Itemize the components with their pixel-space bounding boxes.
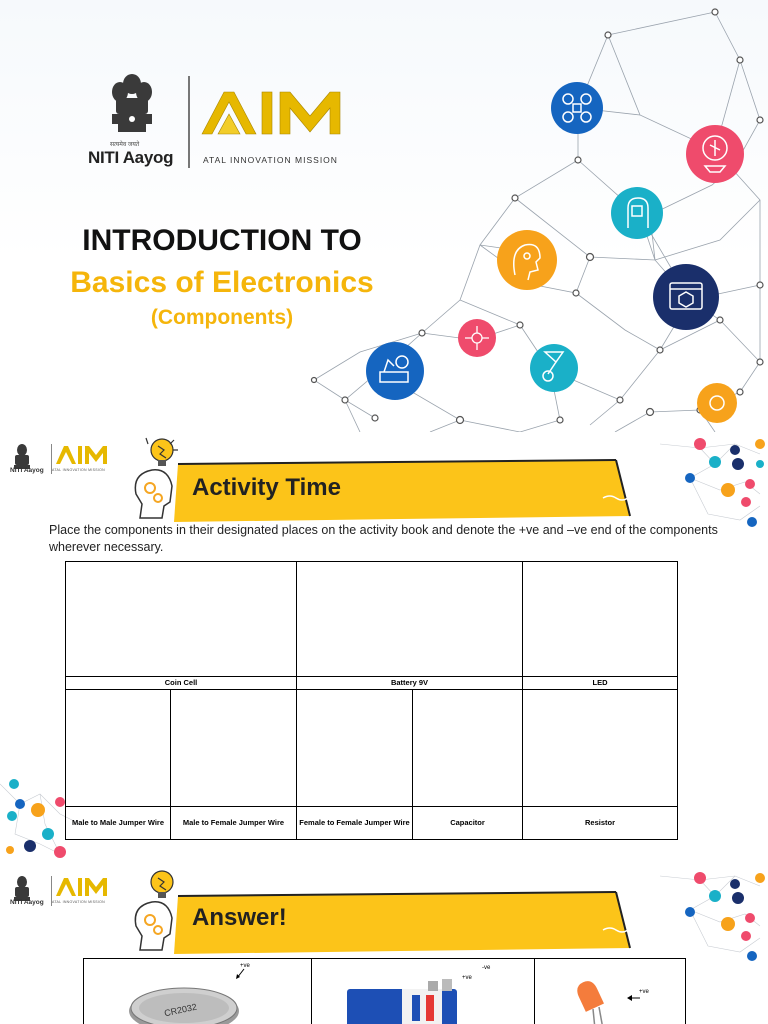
instruction-text: Place the components in their designated places on the activity book and denote the +ve and –ve end of the components wherever necessary. <box>49 523 718 554</box>
network-graphic <box>0 0 768 432</box>
battery-slot <box>297 562 523 677</box>
title-line-1: INTRODUCTION TO <box>82 224 362 257</box>
coin-cell-slot <box>66 562 297 677</box>
activity-slide <box>0 434 768 866</box>
coin-plus-label: +ve <box>240 963 250 969</box>
niti-aayog-logo-text: NITI Aayog <box>88 148 174 167</box>
title-line-3: (Components) <box>150 306 294 329</box>
mini-logo <box>8 440 118 480</box>
robot-arm-icon <box>530 344 578 392</box>
label-f2f: Female to Female Jumper Wire <box>297 807 413 840</box>
cube-window-icon <box>653 264 719 330</box>
activity-title: Activity Time <box>192 474 341 501</box>
mini-niti-text: NITI Aayog <box>10 899 44 906</box>
led-icon <box>571 979 611 1024</box>
table-row <box>66 690 678 807</box>
answer-slide <box>0 866 768 1024</box>
title-slide <box>0 0 768 432</box>
table-row <box>66 807 678 840</box>
drone-icon <box>551 82 603 134</box>
components-grid <box>65 561 678 840</box>
dots-decoration-top-right <box>660 434 768 534</box>
coin-cell-model: CR2032 <box>163 1001 198 1019</box>
label-battery: Battery 9V <box>297 677 523 690</box>
aim-subtitle: ATAL INNOVATION MISSION <box>203 155 338 165</box>
m2f-slot <box>171 690 297 807</box>
battery-9v-icon <box>342 977 472 1024</box>
mini-niti-text: NITI Aayog <box>10 467 44 474</box>
circuit-icon <box>458 319 496 357</box>
mini-logo <box>8 872 118 912</box>
mini-aim-subtitle: ATAL INNOVATION MISSION <box>52 900 105 904</box>
answer-table <box>83 958 686 1024</box>
coin-cell-answer <box>84 959 312 1024</box>
label-m2f: Male to Female Jumper Wire <box>171 807 297 840</box>
table-row <box>66 562 678 677</box>
mini-aim-subtitle: ATAL INNOVATION MISSION <box>52 468 105 472</box>
emblem-motto: सत्यमेव जयते <box>110 142 140 148</box>
battery-answer <box>312 959 535 1024</box>
led-plus-label: +ve <box>639 989 649 995</box>
battery-plus-label: +ve <box>462 975 472 981</box>
arrow-icon <box>627 995 641 1001</box>
label-capacitor: Capacitor <box>413 807 523 840</box>
brain-icon <box>686 125 744 183</box>
robot-head-icon <box>611 187 663 239</box>
title-line-2: Basics of Electronics <box>70 266 374 299</box>
gear-icon <box>697 383 737 423</box>
led-answer <box>535 959 687 1024</box>
resistor-slot <box>523 690 678 807</box>
lightbulb-head-icon <box>135 871 173 950</box>
label-led: LED <box>523 677 678 690</box>
lightbulb-head-icon <box>135 438 178 518</box>
led-slot <box>523 562 678 677</box>
logo-divider <box>188 76 190 168</box>
ai-face-icon <box>497 230 557 290</box>
coin-cell-icon <box>124 979 244 1024</box>
arrow-icon <box>234 967 246 981</box>
answer-title: Answer! <box>192 904 287 931</box>
capacitor-slot <box>413 690 523 807</box>
battery-minus-label: -ve <box>482 965 491 971</box>
aim-logo <box>200 86 345 138</box>
lab-bench-icon <box>366 342 424 400</box>
table-row <box>66 677 678 690</box>
label-coin-cell: Coin Cell <box>66 677 297 690</box>
dots-decoration-top-right <box>660 866 768 966</box>
label-m2m: Male to Male Jumper Wire <box>66 807 171 840</box>
m2m-slot <box>66 690 171 807</box>
label-resistor: Resistor <box>523 807 678 840</box>
national-emblem-icon <box>108 70 156 148</box>
f2f-slot <box>297 690 413 807</box>
